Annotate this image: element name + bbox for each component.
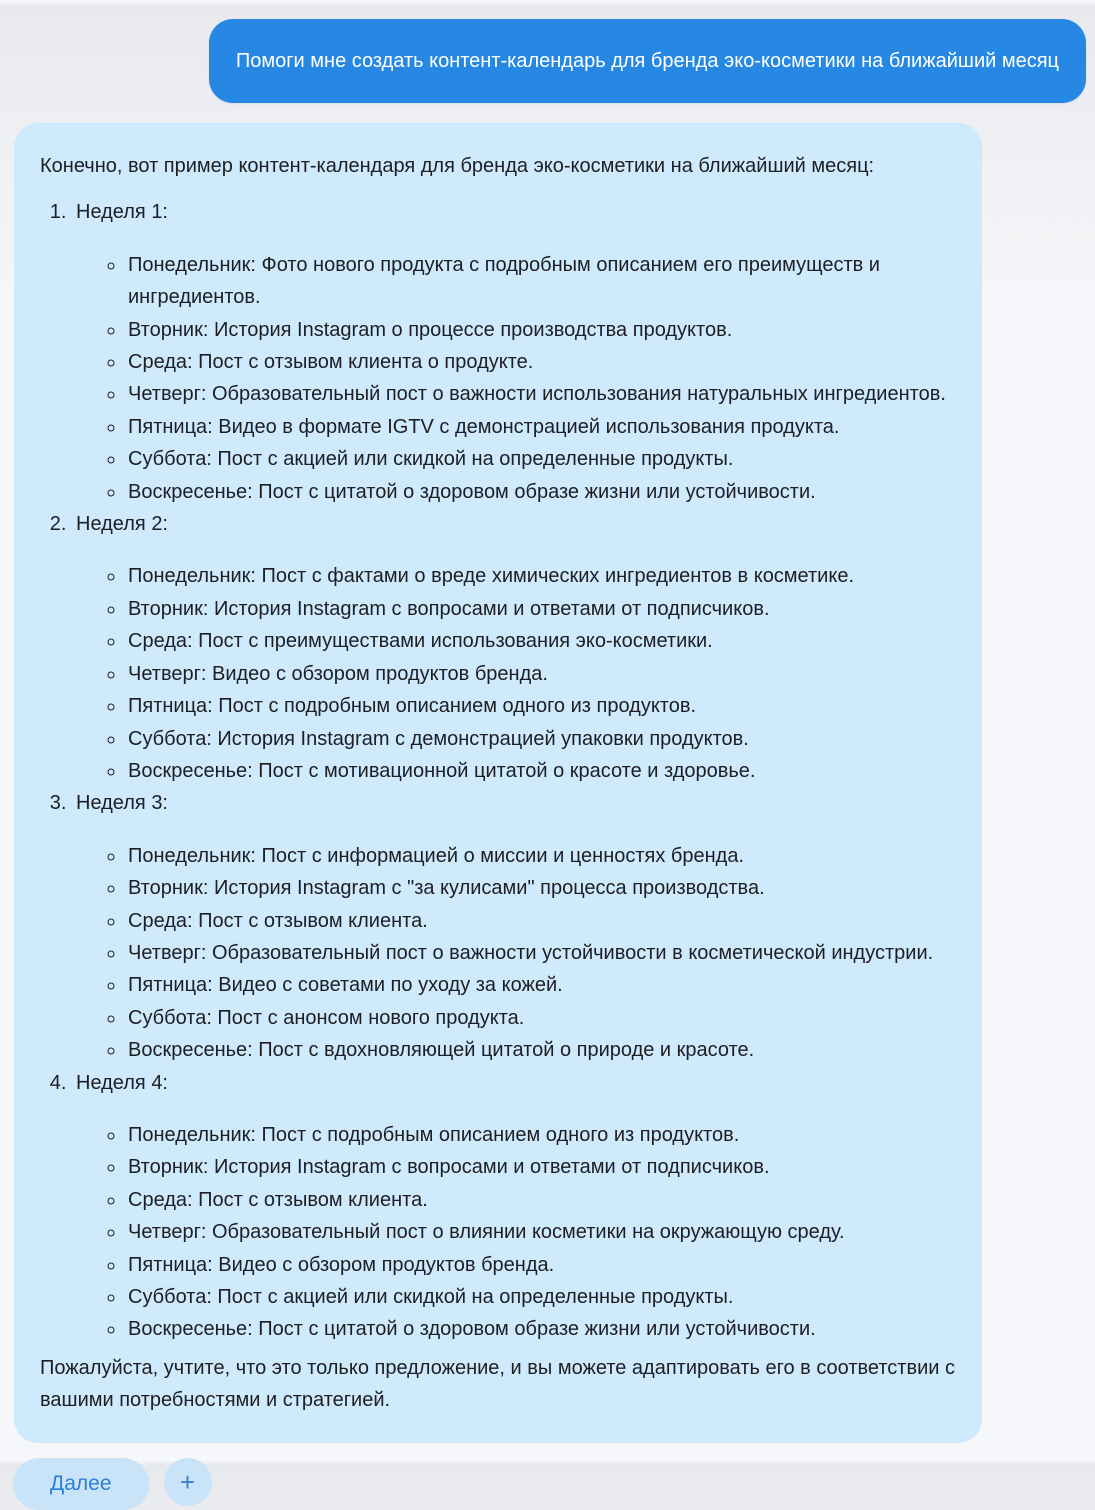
day-item: ◦ Вторник: История Instagram с вопросами и ответами от подписчиков.	[126, 593, 956, 625]
day-item: ◦ Понедельник: Фото нового продукта с подробным описанием его преимуществ и ингредиентов.	[126, 249, 956, 314]
day-item: ◦ Суббота: Пост с акцией или скидкой на определенные продукты.	[126, 1281, 956, 1313]
user-message-bubble	[209, 19, 1086, 103]
day-item: ◦ Среда: Пост с преимуществами использования эко-косметики.	[126, 625, 956, 657]
day-item: ◦ Четверг: Образовательный пост о важности использования натуральных ингредиентов.	[126, 378, 956, 410]
day-item: ◦ Воскресенье: Пост с цитатой о здоровом образе жизни или устойчивости.	[126, 1313, 956, 1345]
user-message-row	[0, 0, 1095, 103]
week-label: Неделя 2:	[76, 513, 168, 536]
day-item: ◦ Суббота: Пост с акцией или скидкой на определенные продукты.	[126, 443, 956, 475]
day-item: ◦ Воскресенье: Пост с цитатой о здоровом образе жизни или устойчивости.	[126, 476, 956, 508]
day-item: ◦ Понедельник: Пост с подробным описанием одного из продуктов.	[126, 1119, 956, 1151]
assistant-intro-text: Конечно, вот пример контент-календаря для бренда эко-косметики на ближайший месяц:	[40, 155, 875, 177]
week-label: Неделя 1:	[76, 201, 168, 224]
user-message-text: Помоги мне создать контент-календарь для бренда эко-косметики на ближайший месяц	[235, 50, 1059, 72]
day-item: ◦ Четверг: Видео с обзором продуктов бренда.	[126, 658, 956, 690]
day-item: ◦ Четверг: Образовательный пост о важности устойчивости в косметической индустрии.	[126, 937, 956, 969]
day-item: ◦ Суббота: Пост с анонсом нового продукта.	[126, 1002, 956, 1034]
week-days-list	[76, 249, 956, 508]
plus-icon: +	[179, 1466, 196, 1497]
day-item: ◦ Вторник: История Instagram о процессе производства продуктов.	[126, 314, 956, 346]
week-item	[72, 1067, 956, 1346]
day-item: ◦ Воскресенье: Пост с вдохновляющей цитатой о природе и красоте.	[126, 1034, 956, 1066]
next-button[interactable]: Далее	[13, 1458, 149, 1510]
day-item: ◦ Среда: Пост с отзывом клиента.	[126, 1184, 956, 1216]
assistant-message-bubble	[14, 123, 982, 1443]
day-item: ◦ Среда: Пост с отзывом клиента.	[126, 905, 956, 937]
day-item: ◦ Четверг: Образовательный пост о влиянии косметики на окружающую среду.	[126, 1216, 956, 1248]
day-item: ◦ Понедельник: Пост с информацией о миссии и ценностях бренда.	[126, 840, 956, 872]
day-item: ◦ Вторник: История Instagram с вопросами и ответами от подписчиков.	[126, 1151, 956, 1183]
week-label: Неделя 4:	[76, 1071, 168, 1094]
day-item: ◦ Пятница: Пост с подробным описанием одного из продуктов.	[126, 690, 956, 722]
add-button[interactable]	[164, 1458, 212, 1506]
day-item: ◦ Среда: Пост с отзывом клиента о продукте.	[126, 346, 956, 378]
day-item: ◦ Вторник: История Instagram с "за кулисами" процесса производства.	[126, 872, 956, 904]
week-item	[72, 196, 956, 508]
week-days-list	[76, 1119, 956, 1346]
week-item	[72, 508, 956, 787]
weeks-list	[40, 196, 956, 1345]
day-item: ◦ Суббота: История Instagram с демонстрацией упаковки продуктов.	[126, 723, 956, 755]
day-item: ◦ Пятница: Видео в формате IGTV с демонстрацией использования продукта.	[126, 411, 956, 443]
day-item: ◦ Пятница: Видео с советами по уходу за кожей.	[126, 969, 956, 1001]
day-item: ◦ Воскресенье: Пост с мотивационной цитатой о красоте и здоровье.	[126, 755, 956, 787]
actions-row	[13, 1458, 1095, 1510]
day-item: ◦ Пятница: Видео с обзором продуктов бренда.	[126, 1249, 956, 1281]
assistant-outro-text: Пожалуйста, учтите, что это только предложение, и вы можете адаптировать его в соответствии с вашими потребностями и стратегией.	[40, 1356, 955, 1412]
day-item: ◦ Понедельник: Пост с фактами о вреде химических ингредиентов в косметике.	[126, 560, 956, 592]
week-days-list	[76, 560, 956, 787]
week-label: Неделя 3:	[76, 792, 168, 815]
week-item	[72, 787, 956, 1066]
week-days-list	[76, 840, 956, 1067]
